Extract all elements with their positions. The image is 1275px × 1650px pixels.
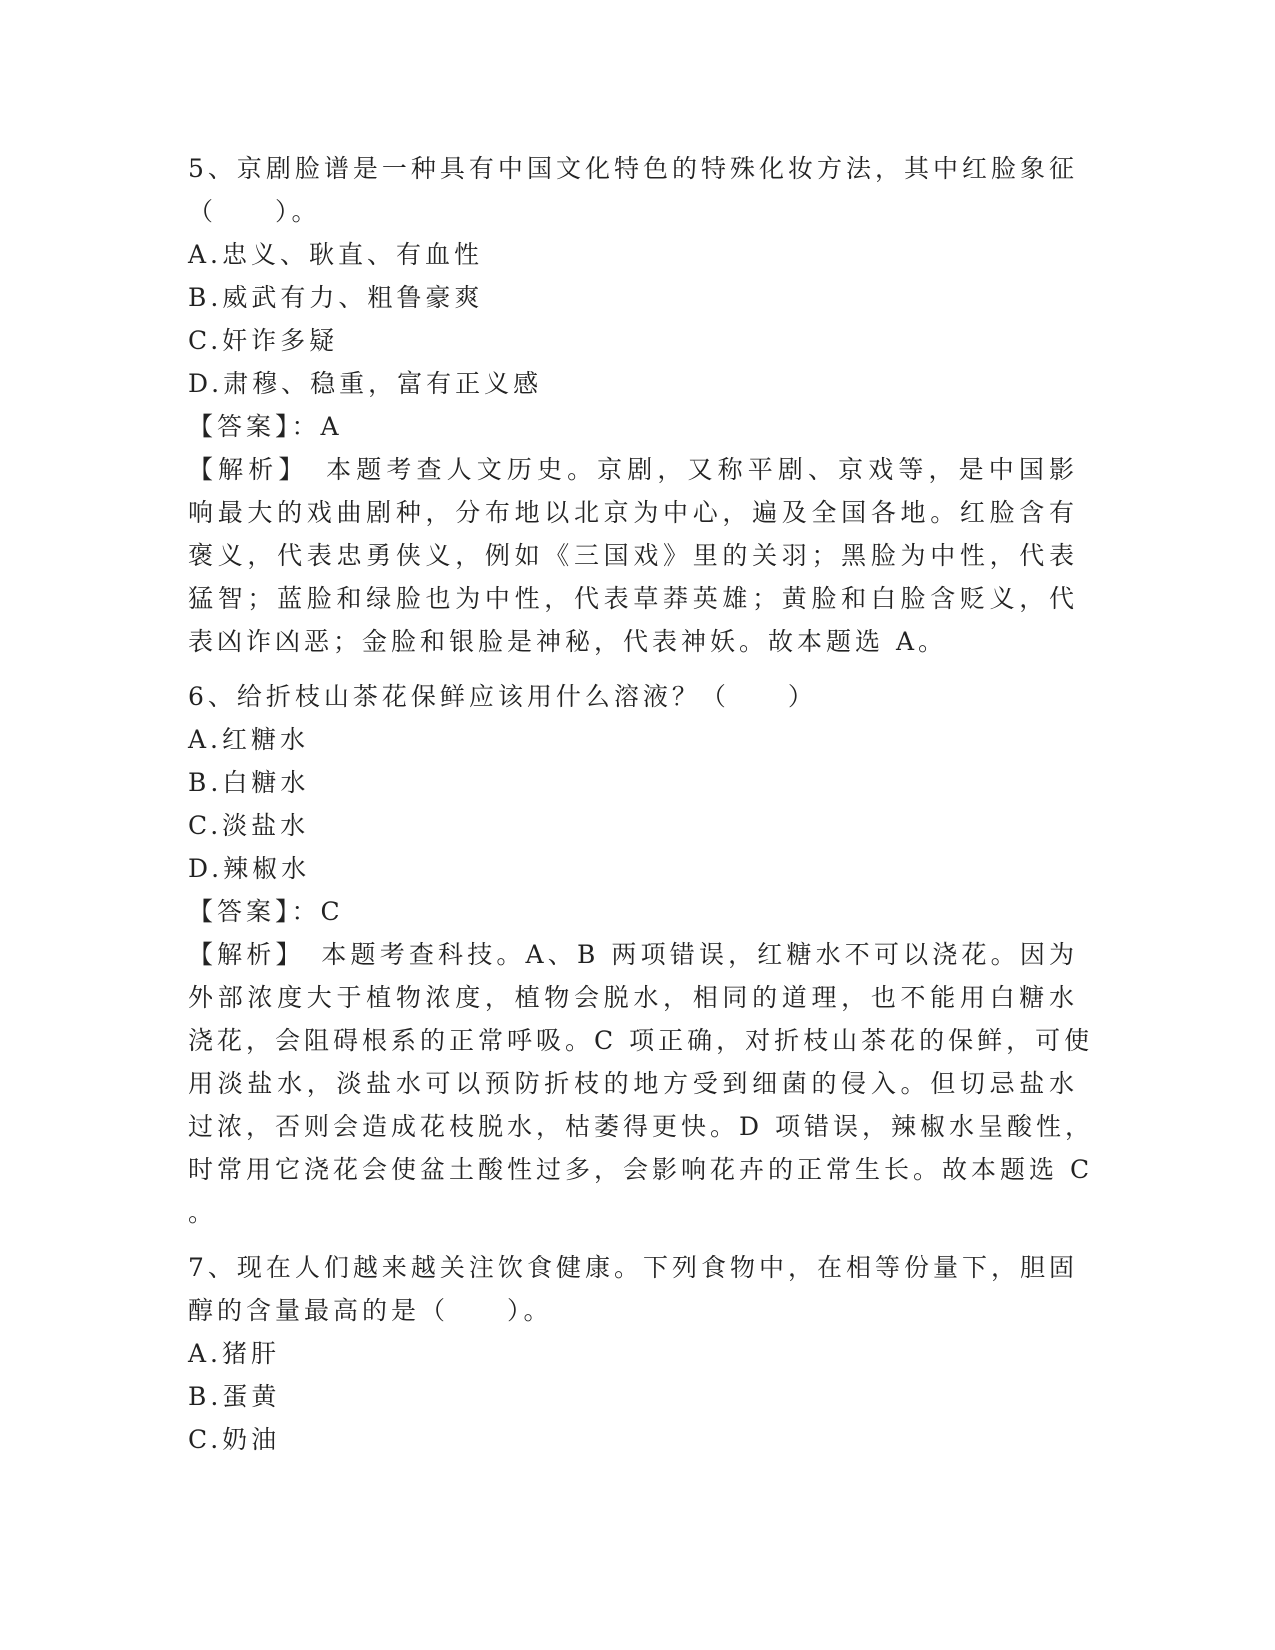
- explanation-line: 响最大的戏曲剧种，分布地以北京为中心，遍及全国各地。红脸含有: [188, 498, 1078, 527]
- explanation-line: 表凶诈凶恶；金脸和银脸是神秘，代表神妖。故本题选 A。: [188, 627, 948, 656]
- option-a: A.猪肝: [188, 1339, 281, 1368]
- answer-line: 【答案】：A: [188, 412, 343, 441]
- option-b: B.威武有力、粗鲁豪爽: [188, 283, 484, 312]
- question-5: [188, 147, 1078, 663]
- explanation-line: 【解析】 本题考查科技。A、B 两项错误，红糖水不可以浇花。因为: [188, 940, 1078, 969]
- question-stem-line: 5、京剧脸谱是一种具有中国文化特色的特殊化妆方法，其中红脸象征: [188, 154, 1078, 183]
- explanation-line: 外部浓度大于植物浓度，植物会脱水，相同的道理，也不能用白糖水: [188, 983, 1078, 1012]
- question-stem-line: 醇的含量最高的是（ ）。: [188, 1296, 553, 1325]
- document-page: [188, 147, 1094, 1473]
- explanation-line: 用淡盐水，淡盐水可以预防折枝的地方受到细菌的侵入。但切忌盐水: [188, 1069, 1078, 1098]
- option-a: A.红糖水: [188, 725, 310, 754]
- explanation-line: 时常用它浇花会使盆土酸性过多，会影响花卉的正常生长。故本题选 C: [188, 1155, 1094, 1184]
- option-c: C.奶油: [188, 1425, 281, 1454]
- option-b: B.白糖水: [188, 768, 310, 797]
- question-stem-line: 7、现在人们越来越关注饮食健康。下列食物中，在相等份量下，胆固: [188, 1253, 1078, 1282]
- option-a: A.忠义、耿直、有血性: [188, 240, 484, 269]
- option-c: C.淡盐水: [188, 811, 310, 840]
- explanation-line: 猛智；蓝脸和绿脸也为中性，代表草莽英雄；黄脸和白脸含贬义，代: [188, 584, 1078, 613]
- option-b: B.蛋黄: [188, 1382, 281, 1411]
- explanation-line: 褒义，代表忠勇侠义，例如《三国戏》里的关羽；黑脸为中性，代表: [188, 541, 1078, 570]
- question-stem-line: （ ）。: [188, 197, 321, 226]
- explanation-line: 。: [188, 1198, 218, 1227]
- explanation-line: 浇花，会阻碍根系的正常呼吸。C 项正确，对折枝山茶花的保鲜，可使: [188, 1026, 1094, 1055]
- option-c: C.奸诈多疑: [188, 326, 339, 355]
- question-6: [188, 675, 1094, 1234]
- question-7: [188, 1246, 1078, 1461]
- option-d: D.辣椒水: [188, 854, 311, 883]
- explanation-line: 过浓，否则会造成花枝脱水，枯萎得更快。D 项错误，辣椒水呈酸性，: [188, 1112, 1094, 1141]
- option-d: D.肃穆、稳重，富有正义感: [188, 369, 543, 398]
- explanation-line: 【解析】 本题考查人文历史。京剧，又称平剧、京戏等，是中国影: [188, 455, 1078, 484]
- answer-line: 【答案】：C: [188, 897, 344, 926]
- question-stem-line: 6、给折枝山茶花保鲜应该用什么溶液？（ ）: [188, 682, 817, 711]
